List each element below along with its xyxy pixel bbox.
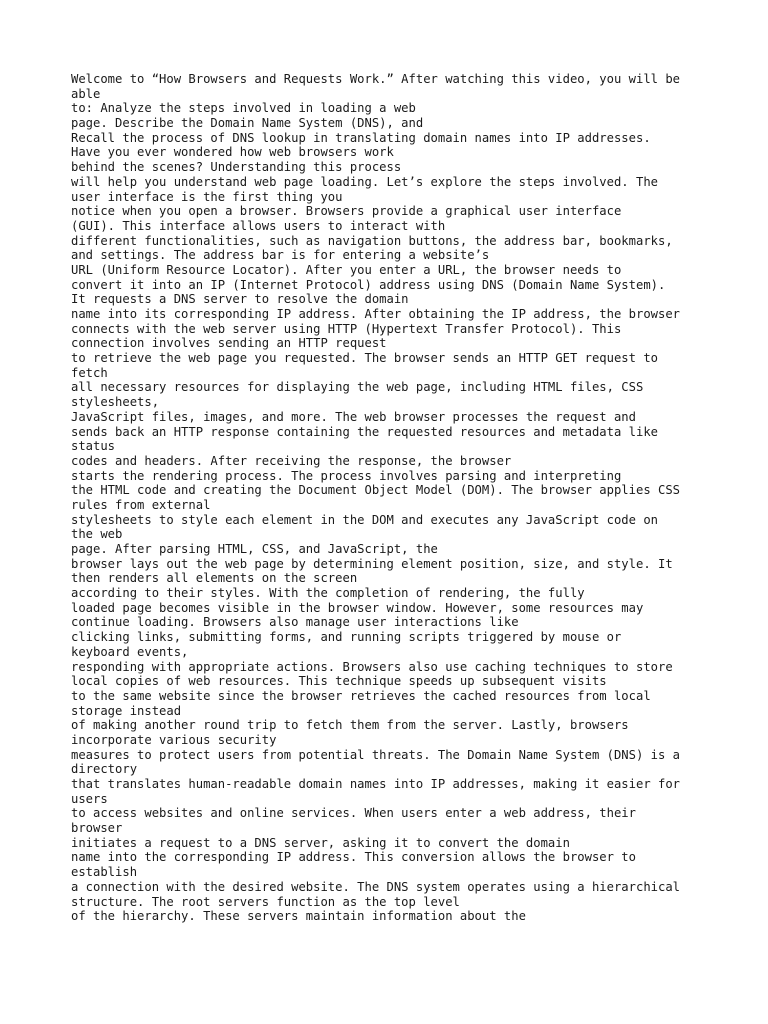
text-line: users [71, 791, 108, 806]
text-line: browser [71, 821, 123, 836]
text-line: and settings. The address bar is for entering a website’s [71, 248, 490, 263]
text-line: notice when you open a browser. Browsers provide a graphical user interface [71, 204, 622, 219]
text-line: codes and headers. After receiving the response, the browser [71, 453, 512, 468]
text-line: then renders all elements on the screen [71, 571, 358, 586]
text-line: all necessary resources for displaying the web page, including HTML files, CSS [71, 380, 644, 395]
text-line: URL (Uniform Resource Locator). After you enter a URL, the browser needs to [71, 262, 622, 277]
text-line: to the same website since the browser retrieves the cached resources from local [71, 688, 651, 703]
text-line: status [71, 439, 116, 454]
transcript-text [71, 72, 711, 924]
text-line: Recall the process of DNS lookup in translating domain names into IP addresses. [71, 130, 651, 145]
text-line: structure. The root servers function as the top level [71, 894, 460, 909]
text-line: to retrieve the web page you requested. The browser sends an HTTP GET request to [71, 351, 658, 366]
text-line: Have you ever wondered how web browsers work [71, 145, 394, 160]
text-line: name into its corresponding IP address. After obtaining the IP address, the browser [71, 307, 681, 321]
text-line: behind the scenes? Understanding this process [71, 160, 402, 175]
text-line: rules from external [71, 497, 211, 512]
text-line: responding with appropriate actions. Browsers also use caching techniques to store [71, 659, 673, 674]
text-line: It requests a DNS server to resolve the domain [71, 292, 409, 307]
text-line: to: Analyze the steps involved in loading a web [71, 101, 416, 116]
text-line: the HTML code and creating the Document Object Model (DOM). The browser applies CSS [71, 483, 681, 498]
text-line: (GUI). This interface allows users to interact with [71, 218, 446, 233]
text-line: a connection with the desired website. The DNS system operates using a hierarchical [71, 879, 681, 894]
text-line: page. Describe the Domain Name System (DNS), and [71, 116, 424, 131]
text-line: measures to protect users from potential threats. The Domain Name System (DNS) is a [71, 747, 681, 762]
text-line: connects with the web server using HTTP (Hypertext Transfer Protocol). This [71, 321, 622, 336]
text-line: connection involves sending an HTTP request [71, 336, 387, 351]
text-line: sends back an HTTP response containing the requested resources and metadata like [71, 424, 658, 439]
text-line: according to their styles. With the completion of rendering, the fully [71, 586, 585, 601]
text-line: loaded page becomes visible in the browser window. However, some resources may [71, 600, 644, 615]
text-line: keyboard events, [71, 644, 189, 659]
text-line: JavaScript files, images, and more. The web browser processes the request and [71, 409, 636, 424]
text-line: storage instead [71, 703, 182, 718]
text-line: continue loading. Browsers also manage user interactions like [71, 615, 519, 630]
text-line: starts the rendering process. The process involves parsing and interpreting [71, 468, 622, 483]
text-line: page. After parsing HTML, CSS, and JavaScript, the [71, 542, 438, 556]
text-line: incorporate various security [71, 732, 277, 747]
text-line: will help you understand web page loading. Let’s explore the steps involved. The [71, 174, 658, 189]
text-line: browser lays out the web page by determining element position, size, and style. It [71, 556, 673, 571]
text-line: initiates a request to a DNS server, asking it to convert the domain [71, 835, 570, 850]
text-line: stylesheets to style each element in the DOM and executes any JavaScript code on [71, 512, 658, 527]
text-line: that translates human-readable domain names into IP addresses, making it easier for [71, 777, 681, 791]
text-line: able [71, 86, 101, 101]
text-line: convert it into an IP (Internet Protocol) address using DNS (Domain Name System). [71, 277, 666, 292]
text-line: directory [71, 762, 138, 777]
text-line: name into the corresponding IP address. This conversion allows the browser to [71, 850, 636, 865]
text-line: of making another round trip to fetch them from the server. Lastly, browsers [71, 718, 629, 733]
text-line: Welcome to “How Browsers and Requests Work.” After watching this video, you will be [71, 72, 681, 86]
text-line: to access websites and online services. When users enter a web address, their [71, 806, 636, 821]
text-line: local copies of web resources. This technique speeds up subsequent visits [71, 674, 607, 689]
text-line: establish [71, 865, 138, 880]
text-line: of the hierarchy. These servers maintain information about the [71, 909, 526, 924]
text-line: user interface is the first thing you [71, 189, 343, 204]
text-line: the web [71, 527, 123, 542]
text-line: fetch [71, 365, 108, 380]
text-line: stylesheets, [71, 395, 160, 410]
text-line: clicking links, submitting forms, and running scripts triggered by mouse or [71, 630, 622, 645]
text-line: different functionalities, such as navigation buttons, the address bar, bookmarks, [71, 233, 673, 248]
